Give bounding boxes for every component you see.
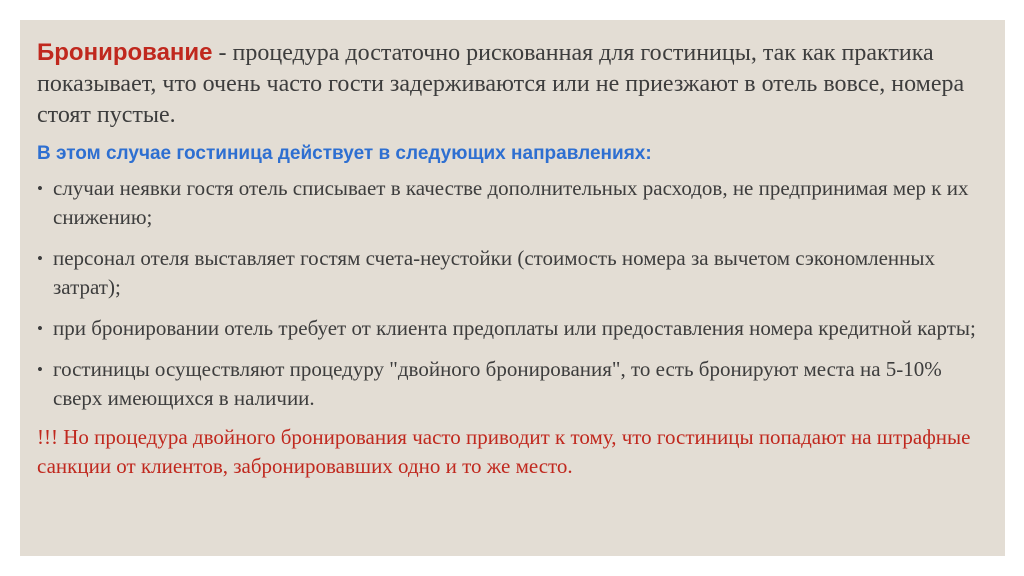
list-item <box>37 244 992 302</box>
section-heading: В этом случае гостиница действует в следующих направлениях: <box>37 143 652 164</box>
bullet-text: случаи неявки гостя отель списывает в качестве дополнительных расходов, не предпринимая мер к их снижению; <box>53 176 969 229</box>
bullet-text: персонал отеля выставляет гостям счета-неустойки (стоимость номера за вычетом сэкономленных затрат); <box>53 246 935 299</box>
slide-content <box>37 37 992 481</box>
slide-panel <box>20 20 1005 556</box>
bullet-text: гостиницы осуществляют процедуру "двойного бронирования", то есть бронируют места на 5-10% сверх имеющихся в наличии. <box>53 357 942 410</box>
bullet-icon: • <box>37 179 43 198</box>
bullet-icon: • <box>37 360 43 379</box>
intro-term: Бронирование <box>37 39 213 66</box>
bullet-icon: • <box>37 249 43 268</box>
bullet-icon: • <box>37 319 43 338</box>
bullet-text: при бронировании отель требует от клиента предоплаты или предоставления номера кредитной карты; <box>53 316 976 340</box>
warning-note: !!! Но процедура двойного бронирования часто приводит к тому, что гостиницы попадают на штрафные санкции от клиентов, забронировавших одно и то же место. <box>37 425 971 478</box>
bullet-list <box>37 174 992 413</box>
list-item <box>37 314 992 343</box>
list-item <box>37 355 992 413</box>
list-item <box>37 174 992 232</box>
intro-text: - процедура достаточно рискованная для гостиницы, так как практика показывает, что очень часто гости задерживаются или не приезжают в отель вовсе, номера стоят пустые. <box>37 40 965 128</box>
intro-paragraph <box>37 37 992 131</box>
